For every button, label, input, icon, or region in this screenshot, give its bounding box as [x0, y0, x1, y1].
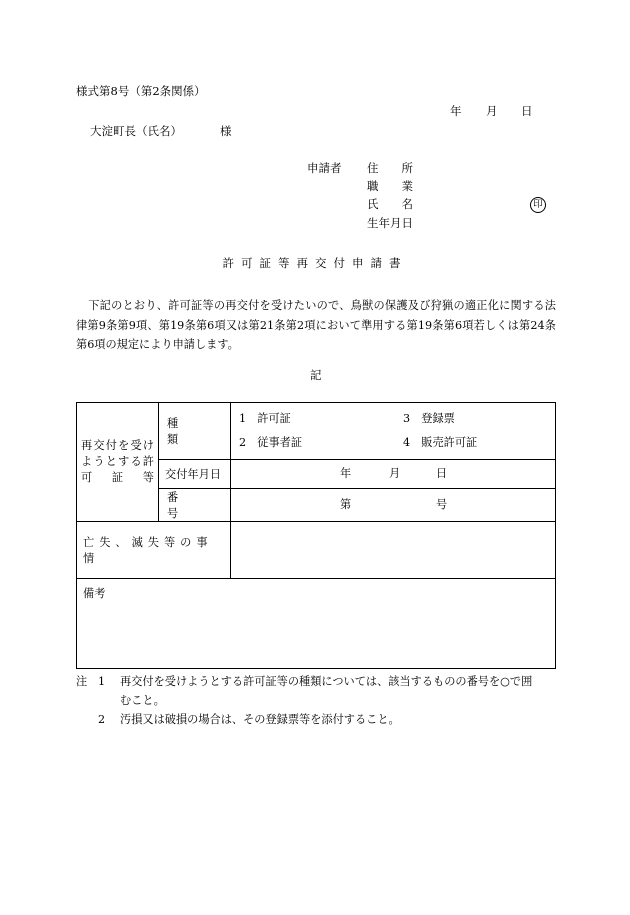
- date-day-label: 日: [521, 104, 533, 118]
- number-prefix: 第: [340, 498, 352, 511]
- addressee-name: 大淀町長（氏名）: [90, 124, 182, 138]
- issue-day-label: 日: [436, 467, 448, 480]
- kind-label: 種類: [167, 417, 201, 446]
- notes: [76, 672, 566, 729]
- seal-mark: 印: [530, 197, 546, 213]
- date-year-label: 年: [450, 104, 462, 118]
- target-group-cell: [77, 403, 159, 522]
- note-2-number: 2: [98, 713, 106, 726]
- applicant-address-label: 住 所: [367, 161, 413, 175]
- applicant-label: 申請者: [307, 161, 342, 175]
- issue-year-label: 年: [340, 467, 352, 480]
- note-2-text: 汚損又は破損の場合は、その登録票等を添付すること。: [120, 713, 400, 726]
- issue-date-label-cell: [159, 460, 231, 489]
- ki-heading: 記: [310, 368, 322, 382]
- application-table: [76, 402, 556, 669]
- note-1-number: 1: [98, 675, 106, 688]
- applicant-occupation-label: 職 業: [367, 179, 413, 193]
- applicant-name-label: 氏 名: [367, 197, 413, 211]
- kind-option-registration[interactable]: 3 登録票: [403, 412, 455, 425]
- kind-label-cell: [159, 403, 231, 460]
- kind-option-worker-card[interactable]: 2 従事者証: [239, 436, 303, 449]
- kind-options-cell[interactable]: [231, 403, 556, 460]
- issue-date-label: 交付年月日: [165, 468, 221, 481]
- document-title: 許可証等再交付申請書: [222, 256, 408, 270]
- remarks-field[interactable]: [77, 579, 556, 669]
- issue-month-label: 月: [389, 467, 401, 480]
- date-month-label: 月: [486, 104, 498, 118]
- loss-reason-label: 亡失、滅失等の事情: [83, 536, 213, 565]
- number-label: 番号: [167, 491, 221, 520]
- note-1-text: 再交付を受けようとする許可証等の種類については、該当するものの番号を○で囲: [120, 675, 533, 688]
- number-label-cell: [159, 489, 231, 522]
- form-number: 様式第8号（第2条関係）: [76, 84, 206, 98]
- loss-reason-field[interactable]: [231, 522, 556, 579]
- kind-option-permit[interactable]: 1 許可証: [239, 412, 291, 425]
- notes-prefix: 注: [76, 675, 88, 688]
- number-field[interactable]: [231, 489, 556, 522]
- remarks-label: 備考: [83, 587, 106, 600]
- target-group-label: 再交付を受けようとする許可証等: [81, 439, 155, 484]
- body-paragraph: 下記のとおり、許可証等の再交付を受けたいので、鳥獣の保護及び狩猟の適正化に関する法律第9条第9項、第19条第6項又は第21条第2項において準用する第19条第6項若しくは第24条第6項の規定により申請します。: [76, 299, 556, 351]
- kind-option-sales-permit[interactable]: 4 販売許可証: [403, 436, 478, 449]
- number-suffix: 号: [436, 498, 448, 511]
- applicant-birthdate-label: 生年月日: [367, 216, 413, 230]
- issue-date-field[interactable]: [231, 460, 556, 489]
- note-1-continuation: むこと。: [120, 694, 165, 707]
- addressee-honorific: 様: [220, 124, 232, 138]
- loss-reason-label-cell: [77, 522, 231, 579]
